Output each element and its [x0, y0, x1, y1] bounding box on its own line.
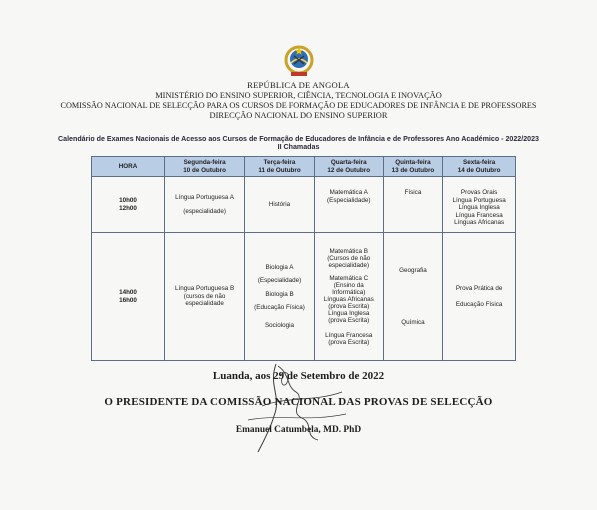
hora-cell [92, 177, 165, 233]
exam-item: Educação Física [455, 300, 503, 308]
exam-item: Sociologia [264, 321, 295, 329]
header-directorate: DIRECÇÃO NACIONAL DO ENSINO SUPERIOR [209, 111, 388, 120]
exam-item: (Especialidade) [257, 277, 302, 285]
col-header-thursday [383, 157, 443, 177]
exam-item: Língua Portuguesa B [175, 285, 235, 293]
col-date: 13 de Outubro [391, 166, 435, 174]
exam-item: especialidade [185, 300, 224, 308]
exam-item: Línguas Africanas [323, 295, 374, 303]
monday-cell [165, 177, 245, 233]
col-date: 10 de Outubro [183, 166, 226, 174]
tuesday-cell [245, 177, 315, 233]
wednesday-cell [314, 233, 383, 361]
exam-item: (prova Escrita) [328, 338, 370, 346]
exam-item: Geografia [399, 266, 427, 274]
col-header-monday [165, 157, 245, 177]
monday-cell [165, 233, 245, 361]
table-row [92, 233, 516, 361]
col-date: 11 de Outubro [258, 166, 301, 174]
time-start: 10h00 [119, 196, 137, 204]
exam-item: (especialidade) [183, 207, 226, 215]
tuesday-cell [245, 233, 315, 361]
signatory-name: Emanuel Catumbela, MD. PhD [235, 425, 362, 435]
exam-item: História [268, 200, 291, 208]
exam-item: Língua Francesa [455, 211, 503, 219]
col-header-friday [443, 157, 516, 177]
exam-calendar-table [91, 156, 516, 361]
exam-item: (prova Escrita) [328, 316, 370, 324]
thursday-cell [383, 233, 443, 361]
calendar-title-main: Calendário de Exames Nacionais de Acesso aos Cursos de Formação de Educadores de Infância e de Professores Ano Académico - 2022/2023 [58, 135, 539, 143]
thursday-cell [383, 177, 443, 233]
place-date: Luanda, aos 29 de Setembro de 2022 [212, 370, 385, 382]
col-day: Terça-feira [263, 159, 296, 167]
calendar-title [0, 135, 597, 152]
table-row [92, 177, 516, 233]
exam-item: Matemática B [329, 247, 368, 255]
col-header-wednesday [314, 157, 383, 177]
exam-item: Língua Portuguesa A [175, 193, 234, 201]
wednesday-cell [314, 177, 383, 233]
exam-item: Provas Orais [460, 189, 498, 196]
exam-item: Matemática A [329, 189, 368, 196]
exam-item: (Educação Física) [254, 304, 305, 312]
header-republic: REPÚBLICA DE ANGOLA [247, 80, 350, 90]
angola-emblem-icon [283, 44, 315, 78]
president-title: O PRESIDENTE DA COMISSÃO NACIONAL DAS PROVAS DE SELECÇÃO [104, 396, 493, 408]
time-end: 16h00 [119, 296, 137, 304]
col-day: Segunda-feira [183, 159, 226, 167]
time-end: 12h00 [119, 204, 137, 212]
calendar-title-sub: II Chamadas [277, 143, 320, 152]
exam-item: Informática) [332, 288, 366, 296]
col-day: HORA [118, 162, 138, 170]
exam-item: Biologia B [265, 290, 294, 298]
exam-item: Prova Prática de [455, 284, 503, 292]
exam-item: Língua Portuguesa [452, 196, 506, 204]
exam-item: Biologia A [265, 263, 294, 271]
exam-item: (Cursos de não [327, 254, 371, 262]
friday-cell [443, 233, 516, 361]
table-header-row [92, 157, 516, 177]
exam-item: especialidade) [328, 261, 370, 269]
exam-item: Matemática C [329, 274, 369, 282]
exam-item: Física [404, 189, 422, 196]
exam-item: Língua Inglesa [328, 309, 370, 317]
col-day: Sexta-feira [463, 159, 496, 167]
col-header-tuesday [245, 157, 315, 177]
col-date: 12 de Outubro [327, 166, 371, 174]
col-date: 14 de Outubro [457, 166, 501, 174]
exam-item: (Especialidade) [327, 196, 371, 204]
exam-item: (Ensino da [333, 281, 364, 289]
col-day: Quinta-feira [395, 159, 431, 167]
exam-item: Línguas Africanas [454, 219, 505, 227]
exam-item: Química [401, 318, 425, 326]
col-header-hora [92, 157, 165, 177]
col-day: Quarta-feira [330, 159, 367, 167]
exam-item: (prova Escrita) [328, 302, 370, 310]
friday-cell [443, 177, 516, 233]
exam-item: (cursos de não [183, 292, 226, 300]
time-start: 14h00 [119, 288, 137, 296]
hora-cell [92, 233, 165, 361]
exam-item: Língua Inglesa [458, 204, 500, 212]
header-ministry: MINISTÉRIO DO ENSINO SUPERIOR, CIÊNCIA, TECNOLOGIA E INOVAÇÃO [155, 91, 442, 100]
exam-item: Língua Francesa [325, 331, 373, 339]
header-commission: COMISSÃO NACIONAL DE SELECÇÃO PARA OS CURSOS DE FORMAÇÃO DE EDUCADORES DE INFÂNCIA E DE PROFESSORES [60, 101, 537, 110]
